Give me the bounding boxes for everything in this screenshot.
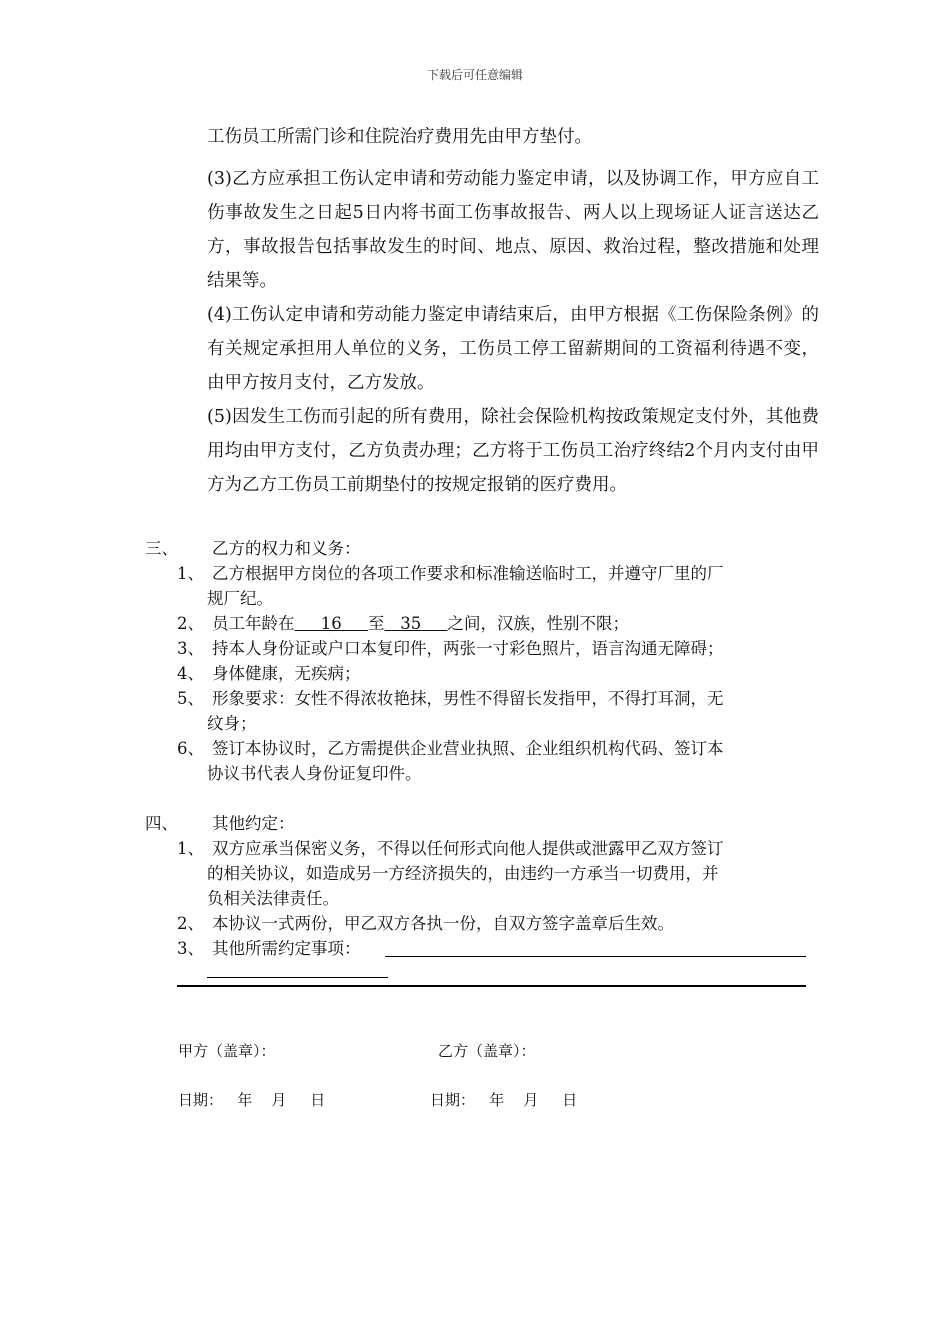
- s3-item-1-number: 1、: [177, 564, 204, 583]
- party-a-seal-label: 甲方（盖章）：: [178, 1042, 276, 1060]
- s3-item-2-number: 2、: [177, 614, 204, 633]
- s3-item-3-number: 3、: [177, 639, 204, 658]
- s3-item-6-line-1: 签订本协议时，乙方需提供企业营业执照、企业组织机构代码、签订本: [212, 739, 724, 758]
- s4-item-3-text: 其他所需约定事项：: [212, 939, 361, 958]
- paragraph-injury-fees: 工伤员工所需门诊和住院治疗费用先由甲方垫付。: [207, 127, 592, 147]
- s3-item-4-number: 4、: [177, 664, 204, 683]
- s4-item-1-line-3: 负相关法律责任。: [207, 889, 339, 908]
- section-3-title: 乙方的权力和义务：: [212, 539, 361, 558]
- age-mid: 至: [367, 614, 385, 633]
- section-4-title: 其他约定：: [212, 814, 295, 833]
- s3-item-1-line-2: 规厂纪。: [207, 589, 273, 608]
- s4-item-1-number: 1、: [177, 839, 204, 858]
- s4-item-2-number: 2、: [177, 914, 204, 933]
- section-4-number: 四、: [145, 814, 178, 833]
- age-max-field: [384, 614, 447, 633]
- s3-item-2-text: [212, 611, 629, 636]
- party-a-date-label: 日期： 年 月 日: [178, 1091, 326, 1109]
- s3-item-6-number: 6、: [177, 739, 204, 758]
- age-suffix: 之间，汉族，性别不限；: [447, 614, 629, 633]
- blank-line-2: [207, 977, 388, 978]
- party-b-seal-label: 乙方（盖章）：: [438, 1042, 536, 1060]
- s4-item-2-text: 本协议一式两份，甲乙双方各执一份，自双方签字盖章后生效。: [212, 914, 674, 933]
- s4-item-1-line-1: 双方应承当保密义务，不得以任何形式向他人提供或泄露甲乙双方签订: [212, 839, 724, 858]
- s3-item-5-number: 5、: [177, 689, 204, 708]
- s4-item-1-line-2: 的相关协议，如造成另一方经济损失的，由违约一方承当一切费用，并: [207, 864, 719, 883]
- paragraph-clause-5: (5)因发生工伤而引起的所有费用，除社会保险机构按政策规定支付外，其他费用均由甲方支付，乙方负责办理；乙方将于工伤员工治疗终结2个月内支付由甲方为乙方工伤员工前期垫付的按规定报销的医疗费用。: [207, 407, 819, 495]
- s3-item-4-text: 身体健康，无疾病；: [212, 664, 361, 683]
- paragraph-clause-3: (3)乙方应承担工伤认定申请和劳动能力鉴定申请，以及协调工作，甲方应自工伤事故发生之日起5日内将书面工伤事故报告、两人以上现场证人证言送达乙方，事故报告包括事故发生的时间、地点、原因、救治过程，整改措施和处理结果等。: [207, 169, 819, 291]
- blank-line-1: [385, 956, 806, 957]
- age-max-value: 35: [400, 614, 422, 633]
- party-b-date-label: 日期： 年 月 日: [430, 1091, 578, 1109]
- s3-item-3-text: 持本人身份证或户口本复印件，两张一寸彩色照片，语言沟通无障碍；: [212, 639, 724, 658]
- s3-item-6-line-2: 协议书代表人身份证复印件。: [207, 764, 422, 783]
- s3-item-1-line-1: 乙方根据甲方岗位的各项工作要求和标准输送临时工，并遵守厂里的厂: [212, 564, 724, 583]
- section-3-number: 三、: [145, 539, 178, 558]
- age-prefix: 员工年龄在: [212, 614, 295, 633]
- s4-item-3-number: 3、: [177, 939, 204, 958]
- s3-item-5-line-2: 纹身；: [207, 714, 257, 733]
- paragraph-clause-4: (4)工伤认定申请和劳动能力鉴定申请结束后，由甲方根据《工伤保险条例》的有关规定承担用人单位的义务，工伤员工停工留薪期间的工资福利待遇不变，由甲方按月支付，乙方发放。: [207, 305, 819, 393]
- age-min-value: 16: [320, 614, 342, 633]
- separator-rule: [177, 985, 806, 987]
- page-header: 下载后可任意编辑: [426, 68, 523, 82]
- s3-item-5-line-1: 形象要求：女性不得浓妆艳抹，男性不得留长发指甲，不得打耳洞，无: [212, 689, 724, 708]
- age-min-field: [295, 614, 368, 633]
